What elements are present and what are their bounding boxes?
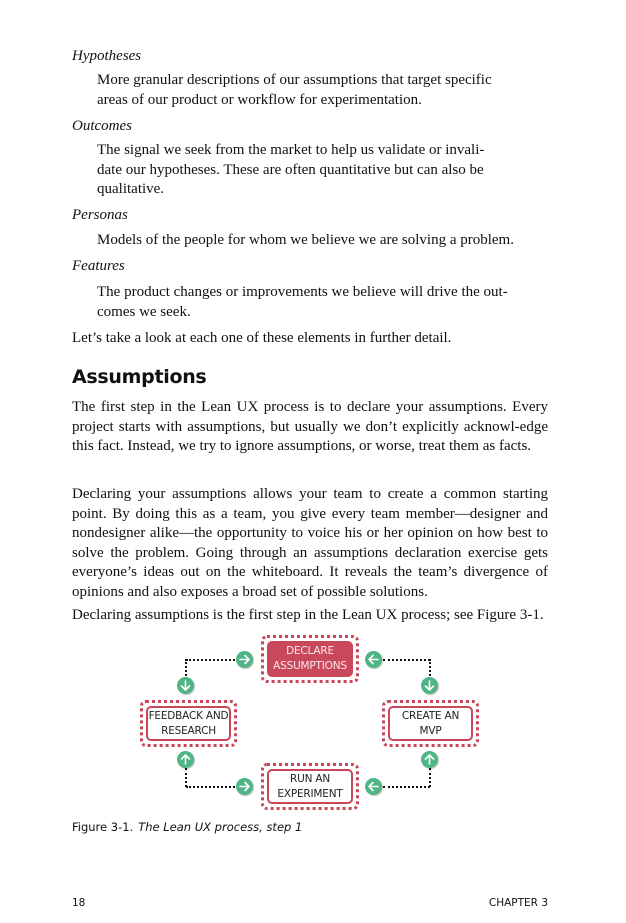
node-label-line: MVP — [419, 724, 442, 737]
intro-closing: Let’s take a look at each one of these elements in further detail. — [72, 330, 452, 346]
node-label-line: EXPERIMENT — [277, 787, 343, 800]
arrow-left-icon — [365, 778, 382, 795]
arrow-down-icon — [421, 677, 438, 694]
definition-line: The product changes or improvements we believe will drive the out- — [97, 284, 508, 300]
definition-line: areas of our product or workflow for experimentation. — [97, 91, 422, 108]
paragraph-2: Declaring your assumptions allows your team to create a common starting point. By doing this as a team, you give every team member—designer and nondesigner alike—the opportunity to voice his or her opinion on how best to solve the problem. Going through an assumptions declaration exercise gets everyone’s ideas out on the whiteboard. It reveals the team’s divergence of opinions and also exposes a broad set of possible solutions. — [72, 486, 548, 600]
term-outcomes: Outcomes — [72, 118, 132, 134]
node-create-mvp — [382, 700, 479, 747]
node-feedback-research — [140, 700, 237, 747]
definition-line: More granular descriptions of our assumptions that target specific — [97, 72, 492, 88]
arrow-left-icon — [365, 651, 382, 668]
section-heading: Assumptions — [72, 366, 207, 388]
connector-line — [186, 786, 239, 788]
connector-line — [185, 659, 187, 679]
page-number: 18 — [72, 897, 86, 909]
definition-line: comes we seek. — [97, 303, 191, 320]
paragraph-1: The first step in the Lean UX process is to declare your assumptions. Every project starts with assumptions, but usually we don’t explicitly acknowl-edge this fact. Instead, we try to ignore assumptions, or worse, treat them as facts. — [72, 399, 548, 454]
connector-line — [429, 659, 431, 679]
definition-line: Models of the people for whom we believe we are solving a problem. — [97, 232, 514, 248]
definition-line: The signal we seek from the market to help us validate or invali- — [97, 142, 485, 158]
arrow-right-icon — [236, 651, 253, 668]
node-label-line: FEEDBACK AND — [148, 709, 229, 722]
node-run-experiment — [261, 763, 359, 810]
node-label-line: DECLARE — [286, 645, 334, 657]
term-features: Features — [72, 258, 125, 274]
node-create-label — [388, 706, 473, 741]
connector-line — [186, 659, 239, 661]
node-declare-label — [267, 641, 353, 677]
node-label-line: RESEARCH — [161, 724, 216, 737]
node-declare-assumptions — [261, 635, 359, 683]
node-label-line: CREATE AN — [401, 709, 460, 722]
arrow-down-icon — [177, 677, 194, 694]
figure-caption — [72, 820, 302, 834]
definition-line: qualitative. — [97, 181, 165, 197]
connector-line — [429, 768, 431, 787]
node-feedback-label — [146, 706, 231, 741]
connector-line — [383, 659, 430, 661]
node-label-line: ASSUMPTIONS — [273, 660, 347, 672]
arrow-up-icon — [421, 751, 438, 768]
connector-line — [383, 786, 430, 788]
node-label-line: RUN AN — [289, 772, 330, 785]
figure-caption-label: Figure 3-1. — [72, 820, 134, 834]
paragraph-3: Declaring assumptions is the first step in the Lean UX process; see Figure 3-1. — [72, 607, 544, 623]
chapter-label: CHAPTER 3 — [488, 897, 548, 909]
arrow-right-icon — [236, 778, 253, 795]
node-run-label — [267, 769, 353, 804]
term-personas: Personas — [72, 207, 128, 223]
figure-caption-text: The Lean UX process, step 1 — [138, 820, 303, 834]
arrow-up-icon — [177, 751, 194, 768]
term-hypotheses: Hypotheses — [72, 48, 142, 64]
connector-line — [185, 768, 187, 787]
definition-line: date our hypotheses. These are often quantitative but can also be — [97, 161, 484, 178]
